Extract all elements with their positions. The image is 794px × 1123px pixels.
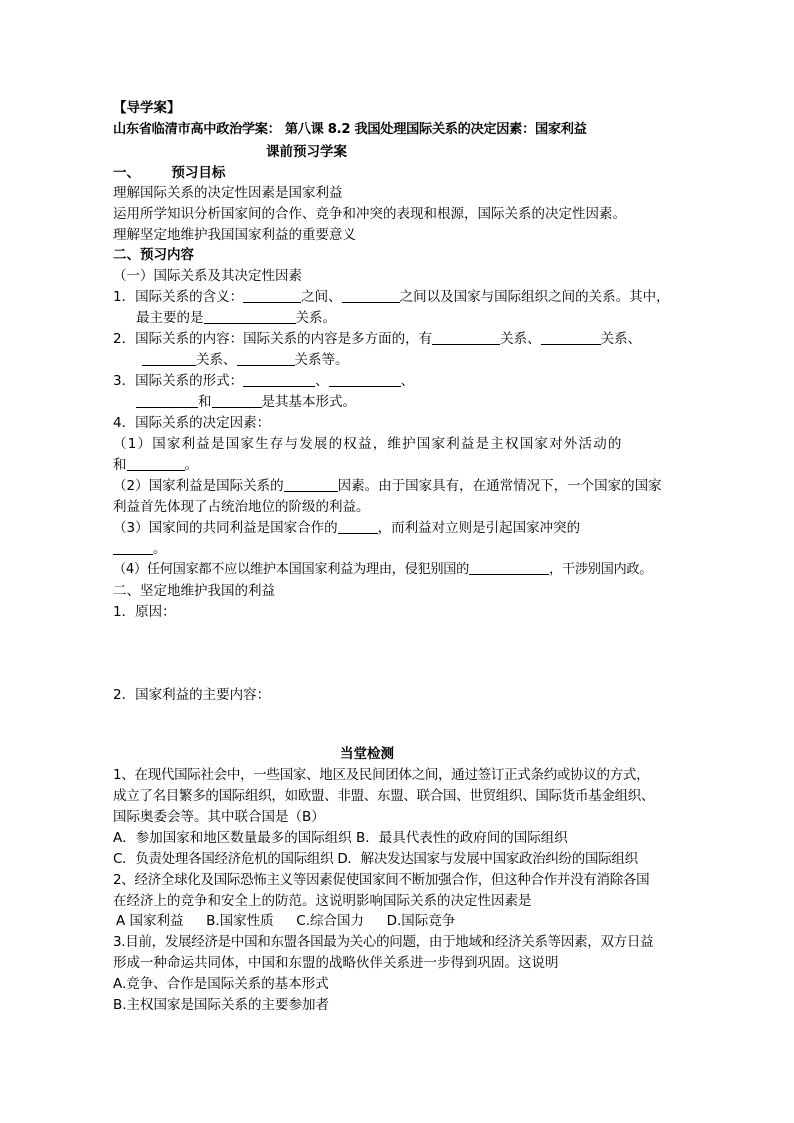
fill-blank[interactable] (142, 351, 196, 366)
q3-text-e: 是其基本形式。 (261, 394, 356, 410)
test-q1-option: C．负责处理各国经济危机的国际组织 D．解决发达国家与发展中国家政治纠纷的国际组织 (113, 851, 638, 867)
test-q3-line: 3.目前，发展经济是中国和东盟各国最为关心的问题，由于地域和经济关系等因素，双方日益 (113, 934, 654, 950)
subsection-heading: 二、坚定地维护我国的利益 (113, 583, 275, 599)
q4-text-a1b: 和 (113, 457, 127, 473)
objective-item: 理解国际关系的决定性因素是国家利益 (113, 185, 343, 201)
test-q2-line: 在经济上的竞争和安全上的防范。这说明影响国际关系的决定性因素是 (113, 893, 532, 909)
fill-blank[interactable] (212, 393, 262, 408)
q3-text-c: 、 (400, 373, 415, 389)
fill-blank[interactable] (541, 330, 601, 345)
fill-blank[interactable] (342, 288, 400, 303)
question-4-item-3-cont (113, 539, 688, 559)
test-q2-line: 2、经济全球化及国际恐怖主义等因素促使国家间不断加强合作，但这种合作并没有消除各国 (113, 872, 650, 888)
q1-text-b: 之间、 (301, 289, 342, 305)
question-3-line-2 (136, 392, 711, 412)
q1-text-d: 最主要的是 (136, 310, 204, 326)
q1-text-e: 关系。 (295, 310, 336, 326)
option-b: B.国家性质 (206, 913, 274, 929)
q4-text-a4b: ，干涉别国内政。 (549, 562, 653, 577)
option-a: A 国家利益 (116, 913, 184, 929)
objectives-heading-num: 一、 (113, 165, 140, 181)
fill-blank[interactable] (204, 309, 296, 324)
option-d: D.国际竞争 (386, 913, 456, 929)
fill-blank[interactable] (136, 393, 198, 408)
q1-text-c: 之间以及国家与国际组织之间的关系。其中， (399, 289, 670, 305)
question-4-item-1-cont (113, 455, 688, 475)
question-1-line-2 (136, 308, 711, 328)
q4-text-a2b: 因素。由于国家具有，在通常情况下，一个国家的国家 (337, 478, 662, 494)
fill-blank[interactable] (127, 456, 185, 471)
q2-text-e: 关系等。 (294, 352, 349, 368)
fill-blank[interactable] (432, 330, 500, 345)
question-4-item-1: （1）国家利益是国家生存与发展的权益，维护国家利益是主权国家对外活动的 (113, 436, 623, 452)
question-3-line-1 (113, 371, 688, 391)
test-q2-options (116, 911, 691, 931)
test-q1-line: 国际奥委会等。其中联合国是（B） (113, 809, 325, 825)
test-q3-line: 形成一种命运共同体，中国和东盟的战略伙伴关系进一步得到巩固。这说明 (113, 955, 559, 971)
test-q1-option: A．参加国家和地区数量最多的国际组织 B．最具代表性的政府间的国际组织 (113, 830, 568, 846)
q3-text-b: 、 (315, 373, 329, 389)
question-2-line-2 (142, 350, 717, 370)
guide-tag: 【导学案】 (113, 100, 181, 116)
q4-text-a3a: （3）国家间的共同利益是国家合作的 (113, 520, 338, 536)
subsection-heading: （一）国际关系及其决定性因素 (113, 268, 302, 284)
question-1-line-1 (113, 287, 688, 307)
q2-text-c: 关系、 (600, 331, 642, 347)
objectives-heading-text: 预习目标 (171, 165, 226, 181)
test-q1-line: 成立了名目繁多的国际组织，如欧盟、非盟、东盟、联合国、世贸组织、国际货币基金组织、 (113, 788, 655, 804)
fill-blank[interactable] (338, 519, 378, 534)
document-subtitle: 课前预习学案 (266, 144, 347, 160)
test-q1-line: 1、在现代国际社会中，一些国家、地区及民间团体之间，通过签订正式条约或协议的方式， (113, 767, 650, 783)
test-q3-option: A.竞争、合作是国际关系的基本形式 (113, 976, 329, 992)
fill-blank[interactable] (284, 477, 338, 492)
question-4-heading: 4．国际关系的决定因素： (113, 415, 271, 431)
test-heading: 当堂检测 (340, 746, 394, 762)
fill-blank[interactable] (329, 372, 401, 387)
option-c: C.综合国力 (296, 913, 364, 929)
q4-text-a2a: （2）国家利益是国际关系的 (113, 478, 284, 494)
q4-text-a3c: 。 (153, 541, 167, 557)
fill-blank[interactable] (243, 288, 301, 303)
fill-blank[interactable] (469, 560, 549, 575)
q4-text-a4a: （4）任何国家都不应以维护本国国家利益为理由，侵犯别国的 (113, 562, 470, 577)
q4-text-a3b: ，而利益对立则是引起国家冲突的 (377, 520, 581, 536)
document-title: 山东省临清市高中政治学案： 第八课 8.2 我国处理国际关系的决定因素：国家利益 (113, 122, 587, 137)
question-4-item-2 (113, 476, 688, 496)
question-2-line-1 (113, 329, 688, 349)
main-content-label: 2．国家利益的主要内容： (113, 687, 271, 703)
q4-text-a1c: 。 (184, 457, 198, 473)
reason-label: 1．原因： (113, 604, 176, 620)
q3-text-d: 和 (198, 394, 212, 410)
question-4-item-4 (113, 560, 688, 580)
q1-text-a: 1．国际关系的含义： (113, 289, 244, 305)
q2-text-d: 关系、 (196, 352, 237, 368)
fill-blank[interactable] (243, 372, 315, 387)
question-4-item-2-cont: 利益首先体现了占统治地位的阶级的利益。 (113, 499, 370, 515)
test-q3-option: B.主权国家是国际关系的主要参加者 (113, 997, 330, 1013)
fill-blank[interactable] (237, 351, 295, 366)
q2-text-a: 2．国际关系的内容：国际关系的内容是多方面的，有 (113, 331, 433, 347)
objective-item: 运用所学知识分析国家间的合作、竞争和冲突的表现和根源，国际关系的决定性因素。 (113, 206, 626, 222)
content-heading: 二、预习内容 (113, 247, 194, 263)
objective-item: 理解坚定地维护我国国家利益的重要意义 (113, 227, 356, 243)
q2-text-b: 关系、 (500, 331, 541, 347)
objectives-heading (113, 163, 688, 183)
fill-blank[interactable] (113, 540, 153, 555)
question-4-item-3 (113, 518, 688, 538)
q3-text-a: 3．国际关系的形式： (113, 373, 244, 389)
